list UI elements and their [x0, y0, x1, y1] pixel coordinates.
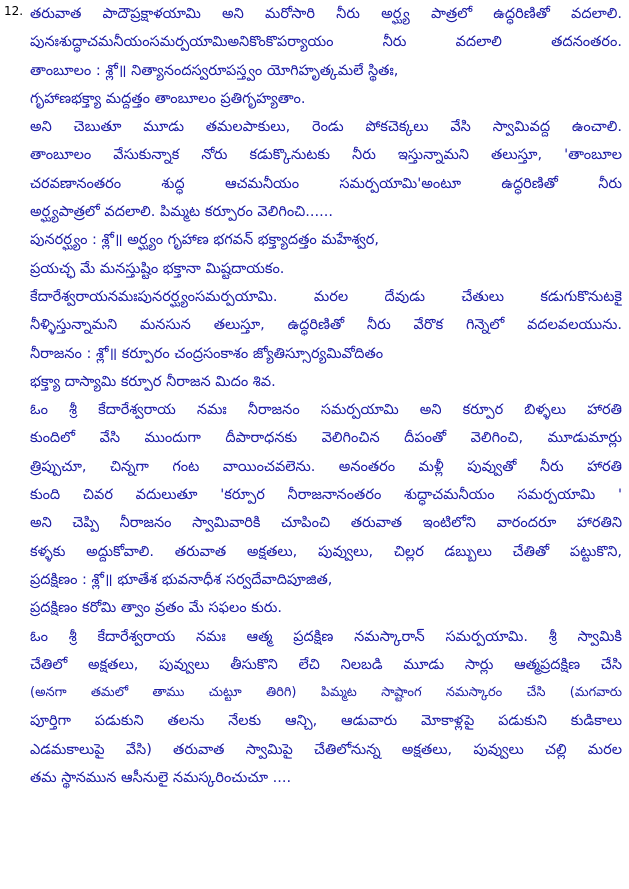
text-line: కేదారేశ్వరాయనమఃపునరర్ఘ్యంసమర్పయామి. మరల దేవుడు చేతులు కడుగుకొనుటకై	[30, 288, 622, 305]
text-line: కుంది చివర వదులుతూ 'కర్పూర నీరాజనానంతరం శుద్ధాచమనీయం సమర్పయామి '	[30, 487, 622, 504]
text-line: ప్రదక్షిణం కరోమి త్వాం వ్రతం మే సఫలం కురు.	[30, 600, 283, 617]
text-line: త్రిప్పుచూ, చిన్నగా గంట వాయించవలెను. అనంతరం మళ్లీ పువ్వుతో నీరు హారతి	[30, 458, 622, 475]
text-line: ఓం శ్రీ కేదారేశ్వరాయ నమః నీరాజనం సమర్పయామి అని కర్పూర బిళ్ళలు హారతి	[30, 402, 622, 419]
text-line: కళ్ళకు అద్దుకోవాలి. తరువాత అక్షతలు, పువ్వులు, చిల్లర డబ్బులు చేతితో పట్టుకొని,	[30, 543, 622, 560]
text-line: నీరాజనం : శ్లో॥ కర్పూరం చంద్రసంకాశం జ్యోతిస్సూర్యమివోదితం	[30, 345, 384, 362]
text-line: ఓం శ్రీ కేదారేశ్వరాయ నమః ఆత్మ ప్రదక్షిణ నమస్కారాన్ సమర్పయామి. శ్రీ స్వామికి	[30, 628, 622, 645]
text-line: అని చెప్పి నీరాజనం స్వామివారికి చూపించి తరువాత ఇంటిలోని వారందరూ హారతిని	[30, 515, 622, 532]
text-line: ఎడమకాలుపై వేసి) తరువాత స్వామిపై చేతిలోనున్న అక్షతలు, పువ్వులు చల్లి మరల	[30, 741, 622, 758]
text-line: గృహాణభక్త్యా మద్దత్తం తాంబూలం ప్రతిగృహ్యతాం.	[30, 90, 306, 107]
text-line: తాంబూలం వేసుకున్నాక నోరు కడుక్కొనుటకు నీరు ఇస్తున్నామని తలుస్తూ, 'తాంబూల	[30, 147, 622, 164]
body-text	[30, 0, 622, 792]
text-line: పునరర్ఘ్యం : శ్లో॥ అర్ఘ్యం గృహాణ భగవన్ భక్త్యాదత్తం మహేశ్వర,	[30, 232, 379, 249]
text-line: పునఃశుద్ధాచమనీయంసమర్పయామిఅనికొంకొపర్యాయం నీరు వదలాలి తదనంతరం.	[30, 34, 622, 51]
text-line: తరువాత పాదౌప్రక్షాళయామి అని మరోసారి నీరు అర్ఘ్య పాత్రలో ఉద్ధరిణితో వదలాలి.	[30, 6, 622, 22]
text-line: ప్రదక్షిణం : శ్లో॥ భూతేశ భువనాధీశ సర్వదేవాదిపూజిత,	[30, 571, 333, 588]
text-line: చరవణానంతరం శుద్ధ ఆచమనీయం సమర్పయామి'అంటూ ఉద్ధరిణితో నీరు	[30, 175, 622, 192]
text-line: ప్రయచ్ఛ మే మనస్తుష్టిం భక్తానా మిష్టదాయకం.	[30, 260, 285, 277]
text-line: కుందిలో వేసి ముందుగా దీపారాధనకు వెలిగించిన దీపంతో వెలిగించి, మూడుమార్లు	[30, 430, 622, 447]
text-line: అని చెబుతూ మూడు తమలపాకులు, రెండు పోకచెక్కలు వేసి స్వామివద్ద ఉంచాలి.	[30, 119, 622, 136]
text-line: తాంబూలం : శ్లో॥ నిత్యానందస్వరూపస్త్వం యోగిహృత్కమలే స్థితః,	[30, 62, 399, 79]
page-number: 12.	[4, 4, 24, 18]
text-line: అర్ఘ్యపాత్రలో వదలాలి. పిమ్మట కర్పూరం వెలిగించి......	[30, 204, 333, 221]
text-line: పూర్తిగా పడుకుని తలను నేలకు ఆన్చి, ఆడువారు మోకాళ్లపై పడుకుని కుడికాలు	[30, 713, 622, 730]
text-line: భక్త్యా దాస్యామి కర్పూర నీరాజన మిదం శివ.	[30, 373, 276, 390]
text-line: చేతిలో అక్షతలు, పువ్వులు తీసుకొని లేచి నిలబడి మూడు సార్లు ఆత్మప్రదక్షిణ చేసి	[30, 656, 622, 673]
text-line: (అనగా తమలో తాము చుట్టూ తిరిగి) పిమ్మట సాష్టాంగ నమస్కారం చేసి (మగవారు	[30, 685, 622, 701]
text-line: నీళ్ళిస్తున్నామని మనసున తలుస్తూ, ఉద్ధరిణితో నీరు వేరొక గిన్నెలో వదలవలయును.	[30, 317, 622, 334]
text-line: తమ స్థానమున ఆసీనులై నమస్కరించుచూ ....	[30, 770, 292, 787]
